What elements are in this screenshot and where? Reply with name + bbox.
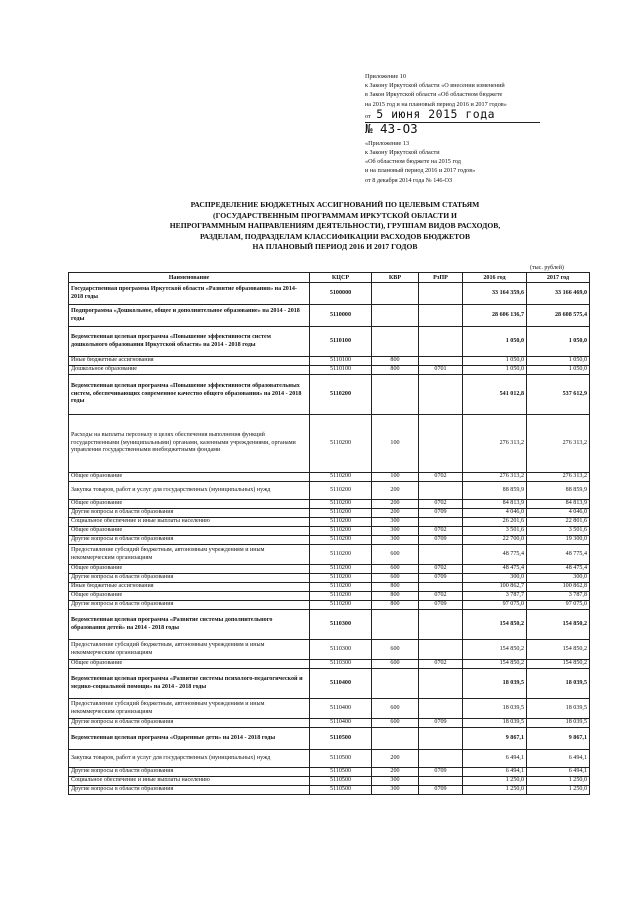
- cell-name: Социальное обеспечение и иные выплаты населению: [69, 777, 310, 786]
- cell-2017: 84 813,9: [527, 500, 590, 509]
- table-row: [69, 610, 590, 640]
- cell-kvr: 600: [372, 545, 419, 565]
- cell-2017: 300,0: [527, 574, 590, 583]
- cell-name: Другие вопросы в области образования: [69, 768, 310, 777]
- table-row: [69, 366, 590, 375]
- column-header-kcsr: КЦСР: [310, 273, 372, 283]
- cell-kvr: 800: [372, 601, 419, 610]
- table-body: [69, 283, 590, 795]
- cell-name: Общее образование: [69, 565, 310, 574]
- cell-kvr: [372, 305, 419, 327]
- cell-name: Другие вопросы в области образования: [69, 719, 310, 728]
- cell-2016: 22 700,0: [463, 536, 527, 545]
- cell-2016: 4 046,0: [463, 509, 527, 518]
- cell-kcsr: 5110200: [310, 583, 372, 592]
- cell-2016: 84 813,9: [463, 500, 527, 509]
- table-row: [69, 375, 590, 415]
- cell-kcsr: 5110200: [310, 601, 372, 610]
- cell-name: Другие вопросы в области образования: [69, 536, 310, 545]
- cell-kvr: 300: [372, 777, 419, 786]
- appendix-label: «Приложение 13: [365, 139, 410, 147]
- column-header-rzpr: РзПР: [419, 273, 463, 283]
- law-date: 5 июня 2015 года: [376, 106, 496, 121]
- cell-rzpr: [419, 699, 463, 719]
- table-row: [69, 565, 590, 574]
- cell-rzpr: [419, 640, 463, 660]
- cell-kcsr: 5110300: [310, 640, 372, 660]
- cell-rzpr: 0702: [419, 527, 463, 536]
- cell-2016: 18 039,5: [463, 669, 527, 699]
- cell-rzpr: 0702: [419, 500, 463, 509]
- cell-rzpr: 0702: [419, 473, 463, 482]
- cell-kcsr: 5110300: [310, 610, 372, 640]
- appendix-label: Приложение 10: [365, 73, 406, 80]
- cell-2016: 26 201,6: [463, 518, 527, 527]
- cell-name: Иные бюджетные ассигнования: [69, 583, 310, 592]
- cell-2016: 1 050,0: [463, 366, 527, 375]
- table-row: [69, 518, 590, 527]
- cell-kvr: 800: [372, 366, 419, 375]
- cell-kcsr: 5110200: [310, 500, 372, 509]
- cell-2017: 154 850,2: [527, 660, 590, 669]
- cell-2016: 100 862,7: [463, 583, 527, 592]
- cell-kvr: 200: [372, 750, 419, 768]
- cell-2016: 1 250,0: [463, 777, 527, 786]
- cell-kcsr: 5110500: [310, 750, 372, 768]
- cell-kcsr: 5110200: [310, 482, 372, 500]
- table-row: [69, 777, 590, 786]
- cell-2016: 48 775,4: [463, 545, 527, 565]
- cell-kvr: 600: [372, 699, 419, 719]
- cell-2017: 6 494,1: [527, 768, 590, 777]
- cell-rzpr: 0702: [419, 565, 463, 574]
- column-header-name: Наименование: [69, 273, 310, 283]
- cell-rzpr: 0709: [419, 768, 463, 777]
- cell-2016: 276 313,2: [463, 473, 527, 482]
- cell-name: Предоставление субсидий бюджетным, автономным учреждениям и иным некоммерческим организациям: [69, 640, 310, 660]
- cell-2016: 28 606 136,7: [463, 305, 527, 327]
- table-row: [69, 482, 590, 500]
- cell-name: Общее образование: [69, 473, 310, 482]
- table-row: [69, 415, 590, 473]
- cell-kcsr: 5110200: [310, 527, 372, 536]
- cell-kcsr: 5110500: [310, 786, 372, 795]
- cell-name: Другие вопросы в области образования: [69, 786, 310, 795]
- cell-2017: 154 850,2: [527, 640, 590, 660]
- table-row: [69, 500, 590, 509]
- header-line: к Закону Иркутской области «О внесении изменений: [365, 82, 505, 90]
- cell-name: Общее образование: [69, 592, 310, 601]
- table-row: [69, 669, 590, 699]
- cell-2016: 3 787,7: [463, 592, 527, 601]
- cell-2016: 154 850,2: [463, 610, 527, 640]
- cell-kvr: 300: [372, 518, 419, 527]
- cell-kcsr: 5110200: [310, 375, 372, 415]
- cell-kvr: [372, 327, 419, 357]
- cell-kvr: 800: [372, 592, 419, 601]
- table-row: [69, 545, 590, 565]
- title-line: (ГОСУДАРСТВЕННЫМ ПРОГРАММАМ ИРКУТСКОЙ ОБЛАСТИ И: [213, 210, 457, 220]
- cell-kcsr: 5110100: [310, 366, 372, 375]
- cell-2016: 300,0: [463, 574, 527, 583]
- column-header-2016: 2016 год: [463, 273, 527, 283]
- cell-kcsr: 5110400: [310, 719, 372, 728]
- cell-2016: 1 050,0: [463, 327, 527, 357]
- cell-2017: 3 787,8: [527, 592, 590, 601]
- cell-kvr: 200: [372, 509, 419, 518]
- cell-rzpr: [419, 327, 463, 357]
- header-line: от 8 декабря 2014 года № 146-ОЗ: [365, 176, 453, 184]
- cell-kvr: 800: [372, 357, 419, 366]
- cell-kvr: 100: [372, 473, 419, 482]
- header-line: «Об областном бюджете на 2015 год: [365, 158, 461, 166]
- cell-kvr: 600: [372, 660, 419, 669]
- cell-rzpr: [419, 357, 463, 366]
- cell-kvr: [372, 728, 419, 750]
- header-line: на 2015 год и на плановый период 2016 и 2017 годов»: [365, 100, 507, 108]
- cell-2016: 154 850,2: [463, 640, 527, 660]
- cell-name: Расходы на выплаты персоналу в целях обеспечения выполнения функций государственными (муниципальными) органами, казенными учреждениями, органами управления государственными внебюджетными фондами: [69, 415, 310, 473]
- column-header-2017: 2017 год: [527, 273, 590, 283]
- cell-rzpr: 0702: [419, 592, 463, 601]
- cell-2017: 22 801,6: [527, 518, 590, 527]
- cell-2016: 1 050,0: [463, 357, 527, 366]
- law-number: № 43-ОЗ: [365, 120, 418, 136]
- cell-kcsr: 5110200: [310, 509, 372, 518]
- cell-2017: 9 867,1: [527, 728, 590, 750]
- cell-2016: 276 313,2: [463, 415, 527, 473]
- table-row: [69, 305, 590, 327]
- cell-name: Общее образование: [69, 500, 310, 509]
- table-row: [69, 786, 590, 795]
- cell-2017: 1 250,0: [527, 786, 590, 795]
- cell-2017: 48 475,4: [527, 565, 590, 574]
- cell-2017: 18 039,5: [527, 669, 590, 699]
- cell-kvr: 600: [372, 719, 419, 728]
- table-row: [69, 283, 590, 305]
- cell-kcsr: 5110400: [310, 669, 372, 699]
- cell-2017: 3 501,6: [527, 527, 590, 536]
- table-row: [69, 728, 590, 750]
- cell-rzpr: [419, 777, 463, 786]
- cell-name: Общее образование: [69, 527, 310, 536]
- cell-name: Подпрограмма «Дошкольное, общее и дополнительное образование» на 2014 - 2018 годы: [69, 305, 310, 327]
- cell-2017: 100 862,8: [527, 583, 590, 592]
- cell-kcsr: 5110400: [310, 699, 372, 719]
- cell-rzpr: [419, 750, 463, 768]
- cell-2017: 18 039,5: [527, 699, 590, 719]
- cell-rzpr: [419, 518, 463, 527]
- cell-kcsr: 5110100: [310, 327, 372, 357]
- cell-rzpr: [419, 482, 463, 500]
- cell-name: Ведомственная целевая программа «Повышение эффективности систем дошкольного образования Иркутской области» на 2014 - 2018 годы: [69, 327, 310, 357]
- cell-2017: 97 075,0: [527, 601, 590, 610]
- header-line: и на плановый период 2016 и 2017 годов»: [365, 167, 476, 175]
- cell-rzpr: 0709: [419, 719, 463, 728]
- cell-kcsr: 5110100: [310, 357, 372, 366]
- cell-2017: 1 050,0: [527, 327, 590, 357]
- cell-kcsr: 5110500: [310, 728, 372, 750]
- cell-kvr: [372, 375, 419, 415]
- cell-name: Государственная программа Иркутской области «Развитие образования» на 2014-2018 годы: [69, 283, 310, 305]
- cell-kcsr: 5110200: [310, 473, 372, 482]
- cell-name: Ведомственная целевая программа «Одаренные дети» на 2014 - 2018 годы: [69, 728, 310, 750]
- table-row: [69, 660, 590, 669]
- cell-2016: 1 250,0: [463, 786, 527, 795]
- cell-rzpr: [419, 728, 463, 750]
- cell-2016: 3 501,6: [463, 527, 527, 536]
- cell-name: Дошкольное образование: [69, 366, 310, 375]
- cell-kcsr: 5100000: [310, 283, 372, 305]
- cell-rzpr: 0709: [419, 601, 463, 610]
- cell-2017: 154 850,2: [527, 610, 590, 640]
- header-line: к Закону Иркутской области: [365, 149, 440, 157]
- cell-rzpr: [419, 583, 463, 592]
- cell-rzpr: [419, 375, 463, 415]
- cell-kvr: 600: [372, 574, 419, 583]
- cell-kcsr: 5110000: [310, 305, 372, 327]
- cell-kcsr: 5110200: [310, 574, 372, 583]
- cell-kvr: 600: [372, 565, 419, 574]
- cell-kvr: 300: [372, 536, 419, 545]
- cell-2016: 154 850,2: [463, 660, 527, 669]
- cell-2017: 1 250,0: [527, 777, 590, 786]
- units-label: (тыс. рублей): [530, 265, 564, 271]
- cell-2016: 9 867,1: [463, 728, 527, 750]
- cell-kcsr: 5110200: [310, 565, 372, 574]
- cell-name: Другие вопросы в области образования: [69, 509, 310, 518]
- cell-kvr: [372, 610, 419, 640]
- cell-2017: 6 494,1: [527, 750, 590, 768]
- cell-kvr: 200: [372, 768, 419, 777]
- cell-name: Закупка товаров, работ и услуг для государственных (муниципальных) нужд: [69, 750, 310, 768]
- cell-kvr: 200: [372, 500, 419, 509]
- cell-2017: 28 608 575,4: [527, 305, 590, 327]
- cell-name: Предоставление субсидий бюджетным, автономным учреждениям и иным некоммерческим организациям: [69, 699, 310, 719]
- cell-kvr: 300: [372, 786, 419, 795]
- cell-kcsr: 5110500: [310, 777, 372, 786]
- table-row: [69, 699, 590, 719]
- cell-kcsr: 5110200: [310, 592, 372, 601]
- cell-2017: 18 039,5: [527, 719, 590, 728]
- cell-name: Социальное обеспечение и иные выплаты населению: [69, 518, 310, 527]
- cell-kvr: [372, 669, 419, 699]
- cell-kcsr: 5110200: [310, 518, 372, 527]
- column-header-kvr: КВР: [372, 273, 419, 283]
- title-line: РАЗДЕЛАМ, ПОДРАЗДЕЛАМ КЛАССИФИКАЦИИ РАСХОДОВ БЮДЖЕТОВ: [199, 231, 471, 241]
- cell-2017: 276 313,2: [527, 473, 590, 482]
- cell-2017: 88 859,9: [527, 482, 590, 500]
- cell-kcsr: 5110500: [310, 768, 372, 777]
- table-row: [69, 357, 590, 366]
- cell-2016: 18 039,5: [463, 699, 527, 719]
- cell-rzpr: [419, 610, 463, 640]
- cell-kcsr: 5110200: [310, 536, 372, 545]
- cell-2016: 88 859,9: [463, 482, 527, 500]
- cell-kvr: [372, 283, 419, 305]
- cell-rzpr: 0701: [419, 366, 463, 375]
- cell-name: Ведомственная целевая программа «Развитие системы психолого-педагогической и медико-социальной помощи» на 2014 - 2018 годы: [69, 669, 310, 699]
- table-row: [69, 719, 590, 728]
- document-header: [365, 72, 600, 185]
- table-row: [69, 327, 590, 357]
- budget-table: [68, 272, 590, 795]
- cell-2017: 1 050,0: [527, 357, 590, 366]
- cell-rzpr: [419, 415, 463, 473]
- cell-2017: 537 612,9: [527, 375, 590, 415]
- cell-name: Предоставление субсидий бюджетным, автономным учреждениям и иным некоммерческим организациям: [69, 545, 310, 565]
- table-row: [69, 768, 590, 777]
- table-header-row: [69, 273, 590, 283]
- cell-2017: 1 050,0: [527, 366, 590, 375]
- cell-name: Другие вопросы в области образования: [69, 574, 310, 583]
- cell-name: Иные бюджетные ассигнования: [69, 357, 310, 366]
- cell-rzpr: [419, 283, 463, 305]
- table-row: [69, 592, 590, 601]
- table-row: [69, 536, 590, 545]
- cell-rzpr: 0702: [419, 660, 463, 669]
- cell-kvr: 800: [372, 583, 419, 592]
- cell-rzpr: 0709: [419, 786, 463, 795]
- cell-kcsr: 5110200: [310, 415, 372, 473]
- cell-name: Другие вопросы в области образования: [69, 601, 310, 610]
- cell-rzpr: 0709: [419, 574, 463, 583]
- document-title: [150, 200, 520, 253]
- cell-kvr: 600: [372, 640, 419, 660]
- cell-2017: 4 046,0: [527, 509, 590, 518]
- cell-2017: 48 775,4: [527, 545, 590, 565]
- table-row: [69, 527, 590, 536]
- cell-2016: 6 494,1: [463, 750, 527, 768]
- cell-name: Ведомственная целевая программа «Развитие системы дополнительного образования детей» на 2014 - 2018 годы: [69, 610, 310, 640]
- cell-kvr: 100: [372, 415, 419, 473]
- cell-2016: 48 475,4: [463, 565, 527, 574]
- table-row: [69, 750, 590, 768]
- cell-2017: 33 166 469,0: [527, 283, 590, 305]
- cell-2016: 97 075,0: [463, 601, 527, 610]
- cell-kcsr: 5110200: [310, 545, 372, 565]
- table-row: [69, 640, 590, 660]
- cell-kvr: 200: [372, 482, 419, 500]
- title-line: РАСПРЕДЕЛЕНИЕ БЮДЖЕТНЫХ АССИГНОВАНИЙ ПО ЦЕЛЕВЫМ СТАТЬЯМ: [190, 200, 480, 209]
- header-line: в Закон Иркутской области «Об областном бюджете: [365, 91, 503, 99]
- table-row: [69, 473, 590, 482]
- cell-2016: 6 494,1: [463, 768, 527, 777]
- cell-rzpr: [419, 305, 463, 327]
- date-prefix: от: [365, 112, 371, 120]
- table-row: [69, 574, 590, 583]
- cell-rzpr: 0709: [419, 509, 463, 518]
- cell-2017: 276 313,2: [527, 415, 590, 473]
- cell-2016: 33 164 359,6: [463, 283, 527, 305]
- cell-kcsr: 5110300: [310, 660, 372, 669]
- table-row: [69, 509, 590, 518]
- table-row: [69, 601, 590, 610]
- cell-name: Ведомственная целевая программа «Повышение эффективности образовательных систем, обеспечивающих современное качество общего образования» на 2014 - 2018 годы: [69, 375, 310, 415]
- title-line: НЕПРОГРАММНЫМ НАПРАВЛЕНИЯМ ДЕЯТЕЛЬНОСТИ), ГРУППАМ ВИДОВ РАСХОДОВ,: [169, 221, 501, 231]
- table-row: [69, 583, 590, 592]
- cell-name: Общее образование: [69, 660, 310, 669]
- cell-2016: 541 012,8: [463, 375, 527, 415]
- cell-name: Закупка товаров, работ и услуг для государственных (муниципальных) нужд: [69, 482, 310, 500]
- cell-2017: 19 300,0: [527, 536, 590, 545]
- title-line: НА ПЛАНОВЫЙ ПЕРИОД 2016 И 2017 ГОДОВ: [252, 242, 418, 252]
- cell-2016: 18 039,5: [463, 719, 527, 728]
- cell-rzpr: [419, 545, 463, 565]
- cell-kvr: 300: [372, 527, 419, 536]
- cell-rzpr: [419, 669, 463, 699]
- cell-rzpr: 0709: [419, 536, 463, 545]
